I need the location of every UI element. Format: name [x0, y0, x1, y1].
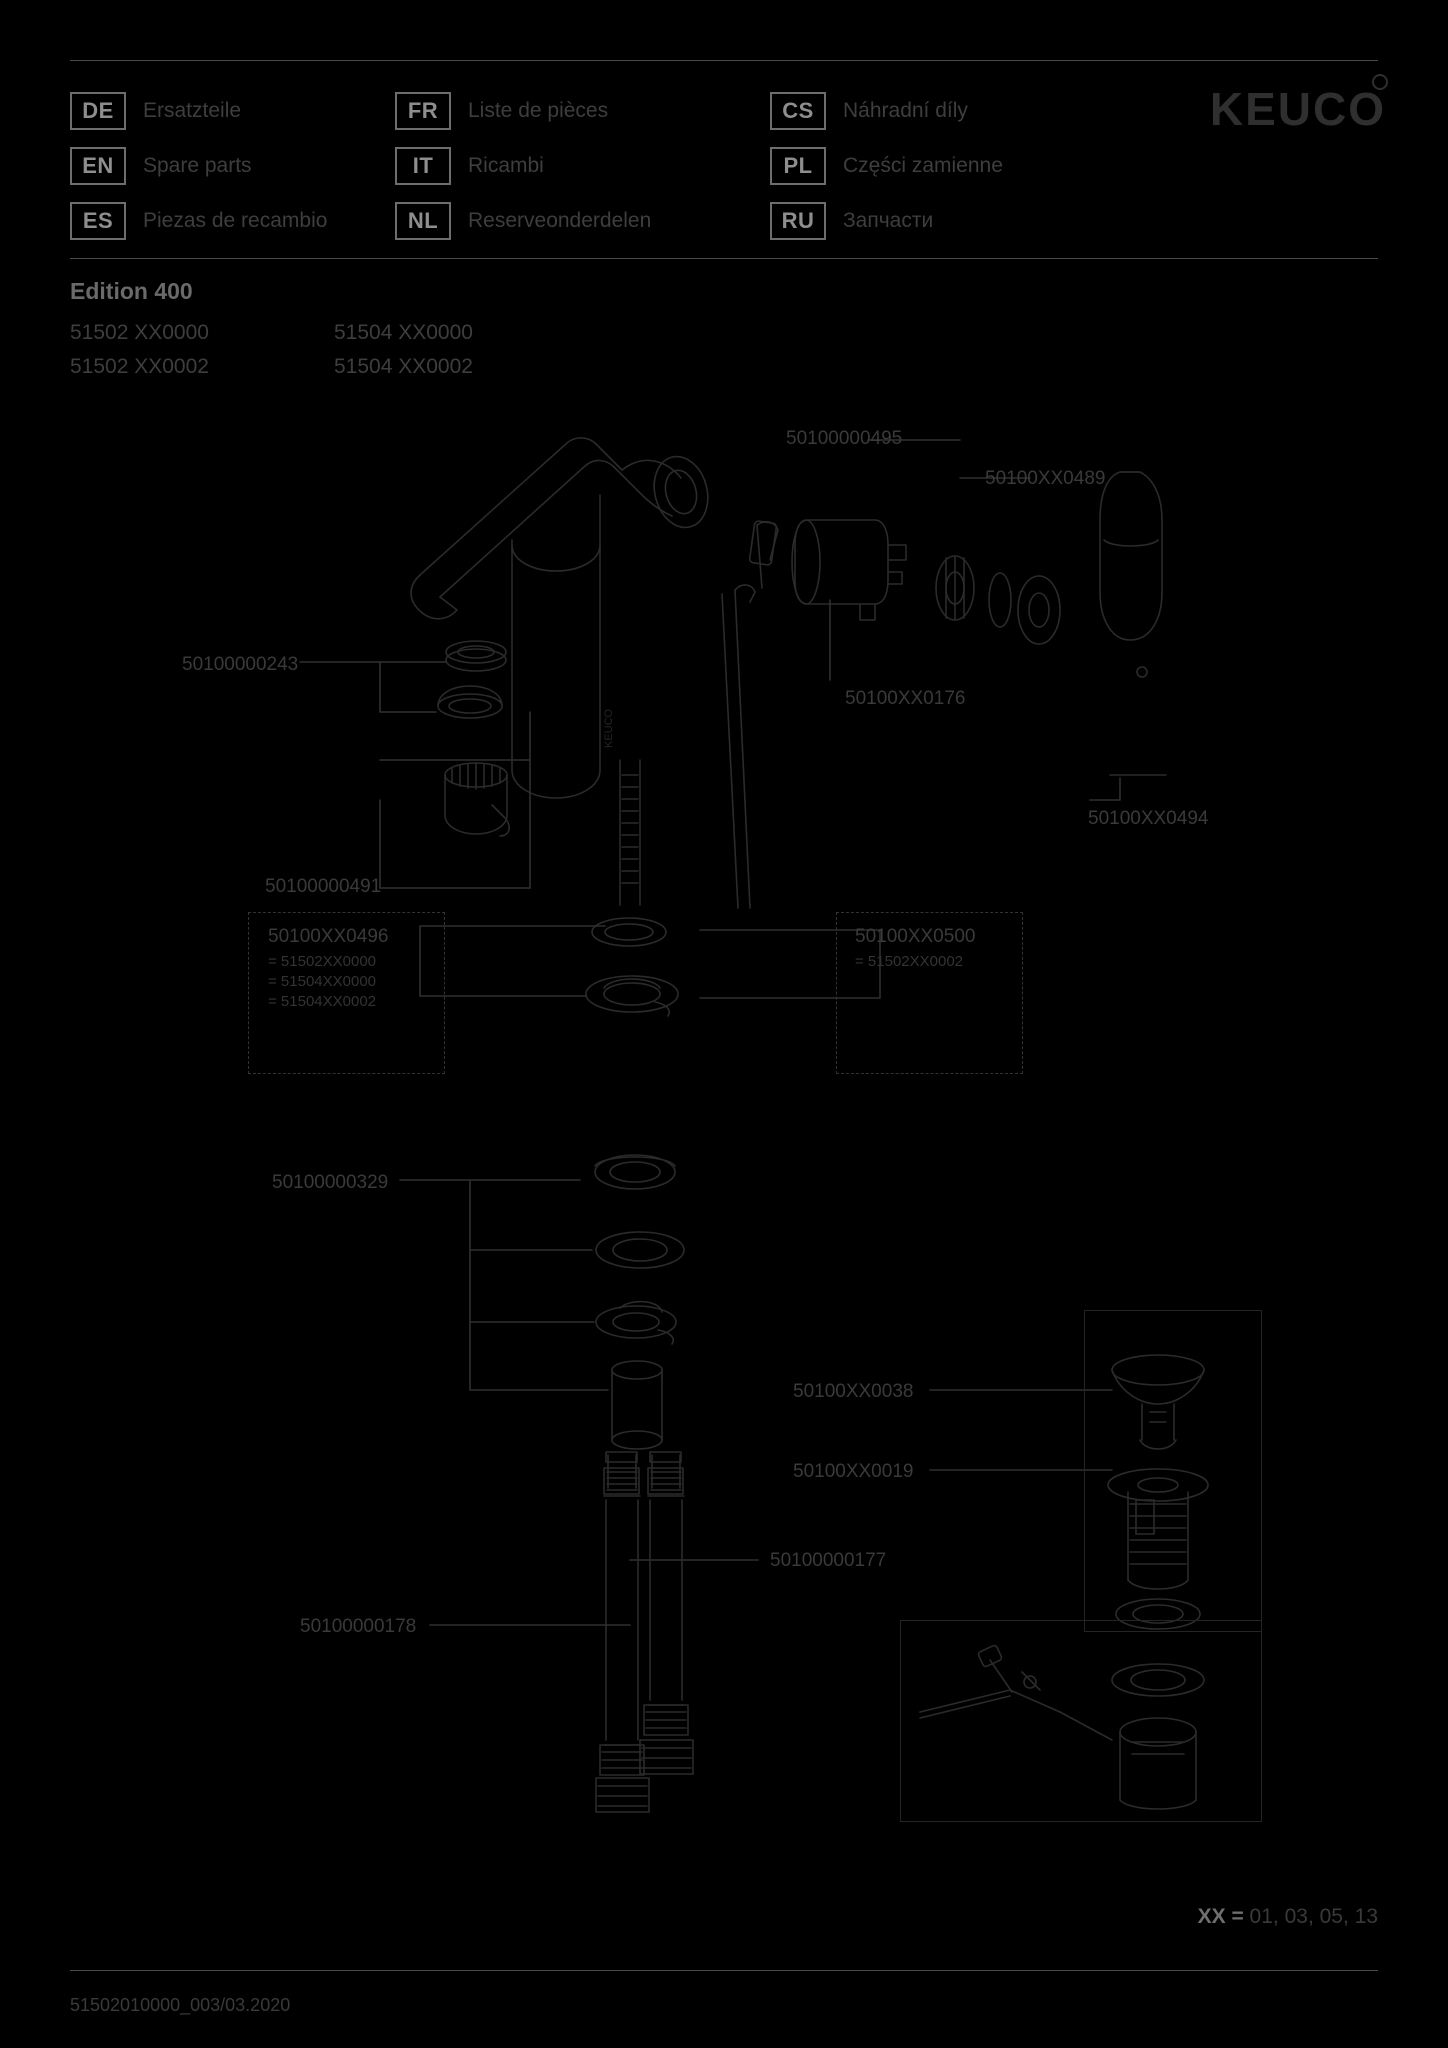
article-number: 51504 XX0002: [334, 355, 473, 378]
waste-set-frame-upper: [1084, 1310, 1262, 1632]
language-label-fr: Liste de pièces: [468, 99, 609, 122]
language-code-cs: CS: [770, 92, 826, 130]
callout-50100000329: 50100000329: [272, 1172, 389, 1193]
variant-group-left-label: 50100XX0496: [268, 926, 389, 947]
language-code-it: IT: [395, 147, 451, 185]
product-series: Edition 400: [70, 278, 193, 304]
language-code-es: ES: [70, 202, 126, 240]
variant-line: = 51504XX0002: [268, 993, 377, 1010]
variant-line: = 51502XX0002: [855, 953, 964, 970]
callout-50100XX0019: 50100XX0019: [793, 1461, 914, 1482]
language-code-de: DE: [70, 92, 126, 130]
variant-line: = 51502XX0000: [268, 953, 377, 970]
callout-50100000178: 50100000178: [300, 1616, 417, 1637]
language-code-ru: RU: [770, 202, 826, 240]
callout-50100000495: 50100000495: [786, 428, 903, 449]
variant-group-right-label: 50100XX0500: [855, 926, 976, 947]
article-number: 51502 XX0002: [70, 355, 209, 378]
variant-line: = 51504XX0000: [268, 973, 377, 990]
article-number: 51504 XX0000: [334, 321, 473, 344]
document-footer: 51502010000_003/03.2020: [70, 1995, 291, 2015]
callout-50100000177: 50100000177: [770, 1550, 887, 1571]
language-code-fr: FR: [395, 92, 451, 130]
language-code-nl: NL: [395, 202, 451, 240]
language-label-de: Ersatzteile: [143, 99, 242, 122]
language-label-ru: Запчасти: [843, 209, 934, 232]
language-label-cs: Náhradní díly: [843, 99, 968, 122]
waste-set-frame-lower: [900, 1620, 1262, 1822]
callout-50100XX0494: 50100XX0494: [1088, 808, 1209, 829]
language-label-it: Ricambi: [468, 154, 544, 177]
xx-legend-prefix: XX =: [1197, 1905, 1244, 1928]
language-label-es: Piezas de recambio: [143, 209, 328, 232]
callout-50100XX0489: 50100XX0489: [985, 468, 1106, 489]
callout-50100XX0176: 50100XX0176: [845, 688, 966, 709]
xx-legend-value: 01, 03, 05, 13: [1243, 1905, 1378, 1928]
language-label-pl: Części zamienne: [843, 154, 1003, 177]
language-code-pl: PL: [770, 147, 826, 185]
callout-50100000243: 50100000243: [182, 654, 299, 675]
variant-group-left-lines: [268, 952, 376, 1012]
callout-50100000491: 50100000491: [265, 876, 382, 897]
brand-logo-text: KEUCO: [1209, 83, 1386, 135]
callout-50100XX0038: 50100XX0038: [793, 1381, 914, 1402]
variant-group-right-lines: [855, 952, 963, 972]
svg-text:KEUCO: KEUCO: [603, 708, 615, 748]
language-code-en: EN: [70, 147, 126, 185]
xx-legend: [1198, 1905, 1378, 1929]
article-number: 51502 XX0000: [70, 321, 209, 344]
language-label-en: Spare parts: [143, 154, 252, 177]
language-label-nl: Reserveonderdelen: [468, 209, 652, 232]
